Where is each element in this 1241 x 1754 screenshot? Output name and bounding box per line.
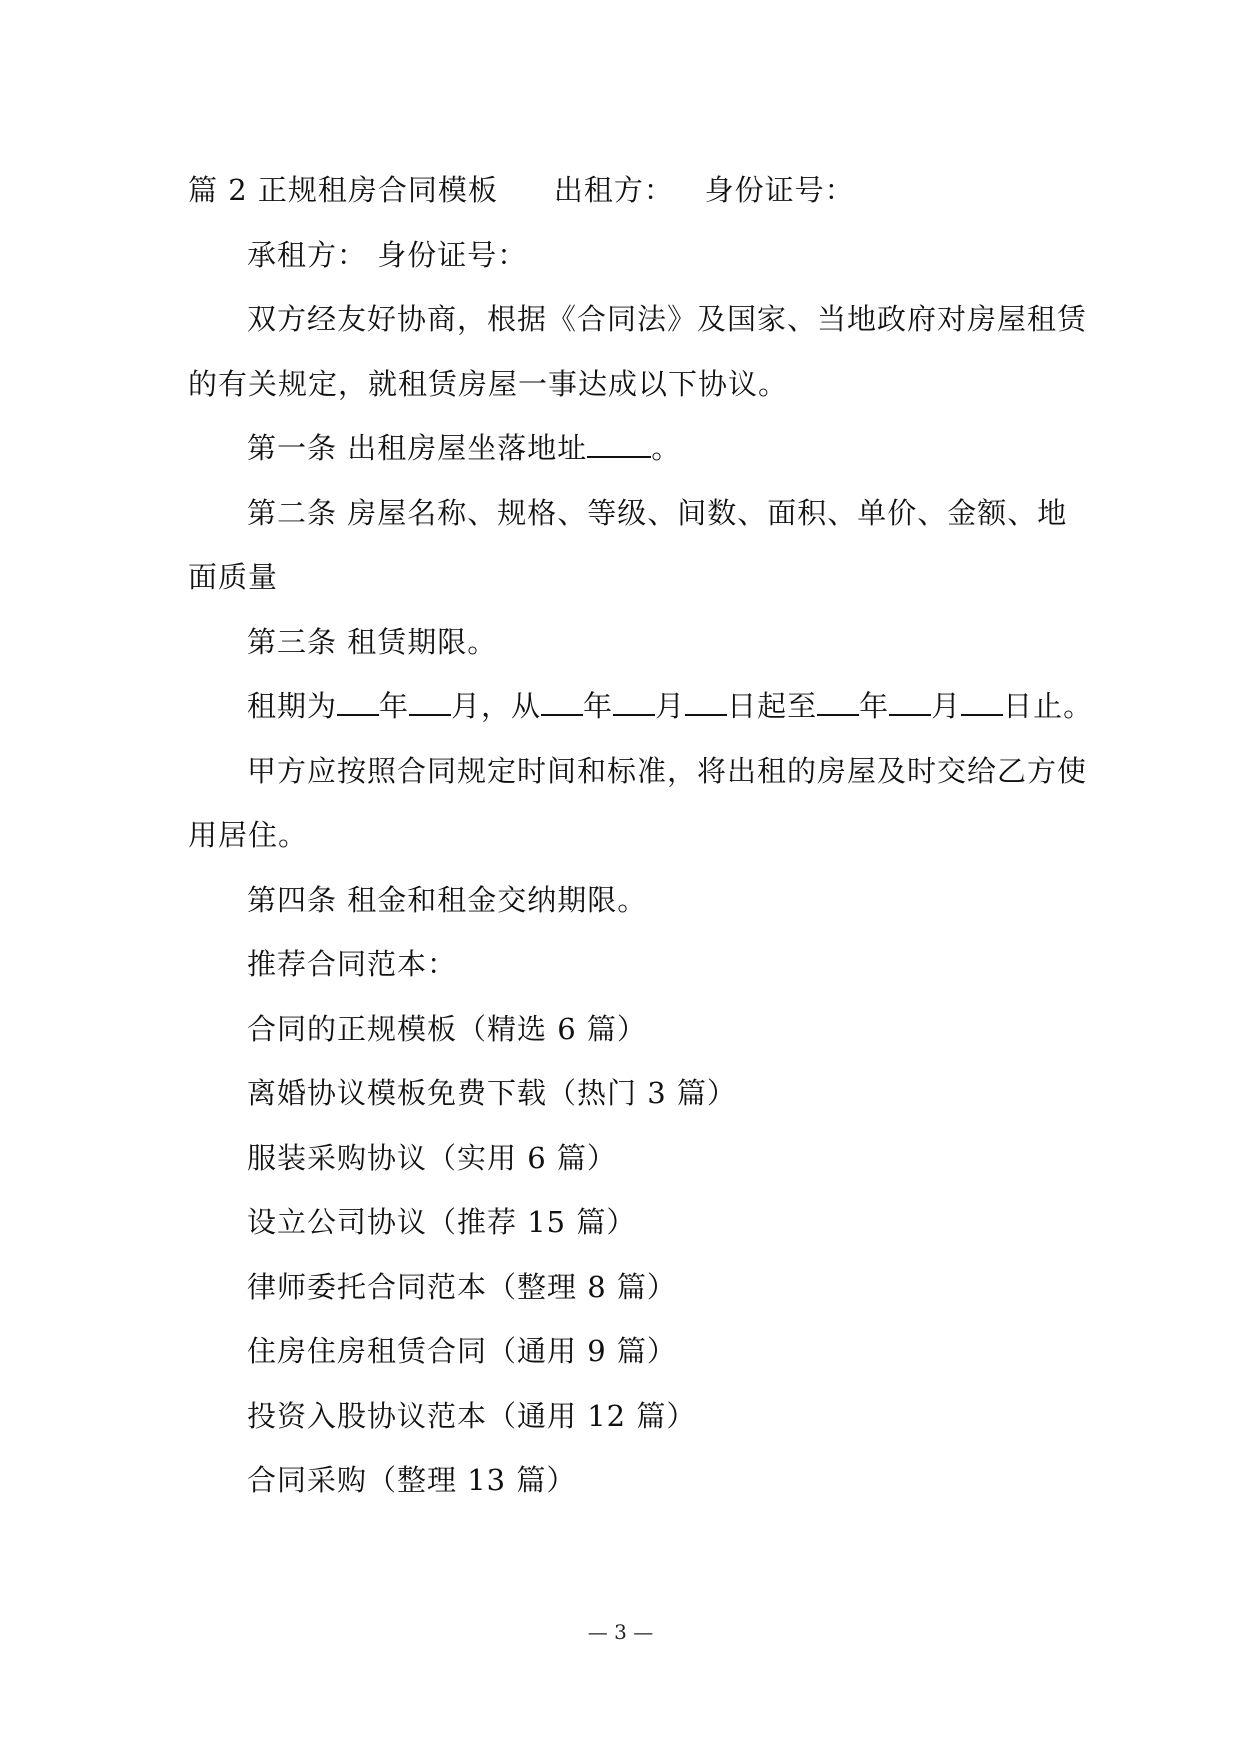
term-line (188, 674, 1094, 739)
intro-line-1: 双方经友好协商，根据《合同法》及国家、当地政府对房屋租赁 (247, 302, 1088, 336)
recommend-title: 推荐合同范本： (247, 947, 458, 981)
term-text: 年 (859, 689, 890, 723)
party-a-line-1: 甲方应按照合同规定时间和标准，将出租的房屋及时交给乙方使 (247, 753, 1088, 788)
blank (337, 688, 379, 716)
recommend-item[interactable]: 住房住房租赁合同（通用 9 篇） (247, 1334, 677, 1368)
term-text: 年 (583, 689, 614, 723)
recommend-item[interactable]: 设立公司协议（推荐 15 篇） (247, 1205, 637, 1239)
header-line (188, 158, 1068, 223)
article-4: 第四条 租金和租金交纳期限。 (247, 882, 648, 917)
term-text: 月 (655, 689, 686, 723)
term-text: 日止。 (1003, 689, 1094, 723)
page-number: — 3 — (587, 1620, 654, 1644)
recommend-item[interactable]: 投资入股协议范本（通用 12 篇） (247, 1398, 697, 1433)
blank (961, 688, 1003, 716)
term-text: 租期为 (247, 689, 338, 723)
recommend-item[interactable]: 离婚协议模板免费下载（热门 3 篇） (247, 1076, 737, 1110)
lessor-id-label: 身份证号： (704, 173, 855, 207)
article-1-text: 第一条 出租房屋坐落地址 (247, 431, 588, 465)
recommend-item[interactable]: 合同采购（整理 13 篇） (247, 1463, 577, 1497)
blank (685, 688, 727, 716)
article-2-line-2: 面质量 (188, 560, 279, 594)
intro-line-2: 的有关规定，就租赁房屋一事达成以下协议。 (188, 366, 789, 401)
article-3: 第三条 租赁期限。 (247, 624, 498, 659)
tenant-line: 承租方： 身份证号： (247, 237, 528, 272)
recommend-item[interactable]: 合同的正规模板（精选 6 篇） (247, 1011, 647, 1046)
lessor-label: 出租方： (553, 173, 674, 207)
document-body (188, 158, 1094, 1513)
article-1-end: 。 (651, 431, 682, 465)
term-text: 月，从 (451, 689, 542, 723)
recommend-item[interactable]: 律师委托合同范本（整理 8 篇） (247, 1269, 677, 1304)
term-text: 日起至 (727, 689, 818, 723)
article-2-line-1: 第二条 房屋名称、规格、等级、间数、面积、单价、金额、地 (247, 495, 1068, 530)
address-blank (587, 430, 651, 458)
party-a-line-2: 用居住。 (188, 818, 309, 852)
blank (409, 688, 451, 716)
term-text: 年 (379, 689, 410, 723)
blank (613, 688, 655, 716)
blank (541, 688, 583, 716)
term-text: 月 (931, 689, 962, 723)
blank (889, 688, 931, 716)
article-1 (188, 416, 1068, 481)
blank (817, 688, 859, 716)
document-title: 篇 2 正规租房合同模板 (188, 173, 498, 207)
recommend-item[interactable]: 服装采购协议（实用 6 篇） (247, 1140, 617, 1175)
